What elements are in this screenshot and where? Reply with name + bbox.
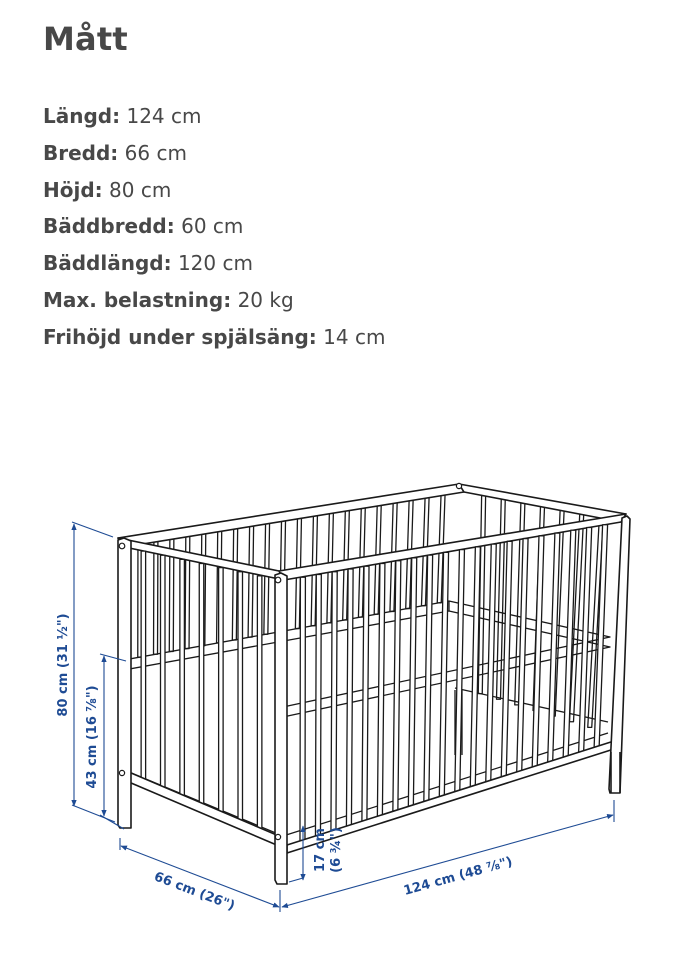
spec-value: 80 cm — [109, 177, 172, 202]
crib-slat — [199, 564, 204, 809]
spec-label: Höjd: — [43, 177, 103, 202]
bottom-rails — [124, 741, 614, 853]
spec-label: Längd: — [43, 104, 121, 128]
dim-label-length: 124 cm (48 ⅞") — [402, 854, 515, 899]
crib-slat — [154, 540, 158, 654]
crib-slat — [180, 559, 185, 799]
spec-value: 60 cm — [181, 214, 244, 239]
dim-label-leg-clearance-cm: 17 cm — [313, 828, 328, 872]
crib-slat — [141, 551, 146, 783]
spec-label: Bäddlängd: — [43, 251, 172, 276]
spec-value: 66 cm — [124, 140, 187, 165]
crib-slat — [264, 522, 270, 634]
spec-value: 14 cm — [323, 324, 386, 349]
spec-label: Bäddbredd: — [43, 214, 175, 239]
crib-slat — [238, 572, 243, 825]
crib-slat — [315, 574, 321, 838]
crib-illustration — [118, 483, 630, 884]
dim-label-width: 66 cm (26") — [151, 869, 237, 914]
dim-label-total-height: 80 cm (31 ½") — [56, 613, 71, 717]
crib-slat — [486, 544, 497, 784]
spec-value: 20 kg — [237, 287, 294, 312]
crib-slat — [219, 568, 224, 817]
crib-slat — [455, 550, 465, 794]
top-rails — [118, 484, 626, 580]
crib-slat — [257, 576, 262, 833]
crib-slat — [346, 569, 353, 828]
crib-slat — [248, 525, 254, 637]
section-title: Mått — [43, 20, 128, 58]
dim-label-leg-clearance-in: (6 ¾") — [329, 827, 344, 873]
crib-slat — [161, 555, 166, 791]
dim-label-mattress-height: 43 cm (16 ⅞") — [85, 685, 100, 789]
spec-label: Frihöjd under spjälsäng: — [43, 324, 317, 349]
crib-slat — [300, 577, 305, 843]
crib-slat — [331, 572, 337, 834]
spec-label: Max. belastning: — [43, 287, 232, 312]
spec-value: 124 cm — [126, 104, 202, 128]
spec-value: 120 cm — [177, 251, 253, 276]
crib-slat — [232, 527, 237, 640]
spec-label: Bredd: — [43, 140, 119, 165]
